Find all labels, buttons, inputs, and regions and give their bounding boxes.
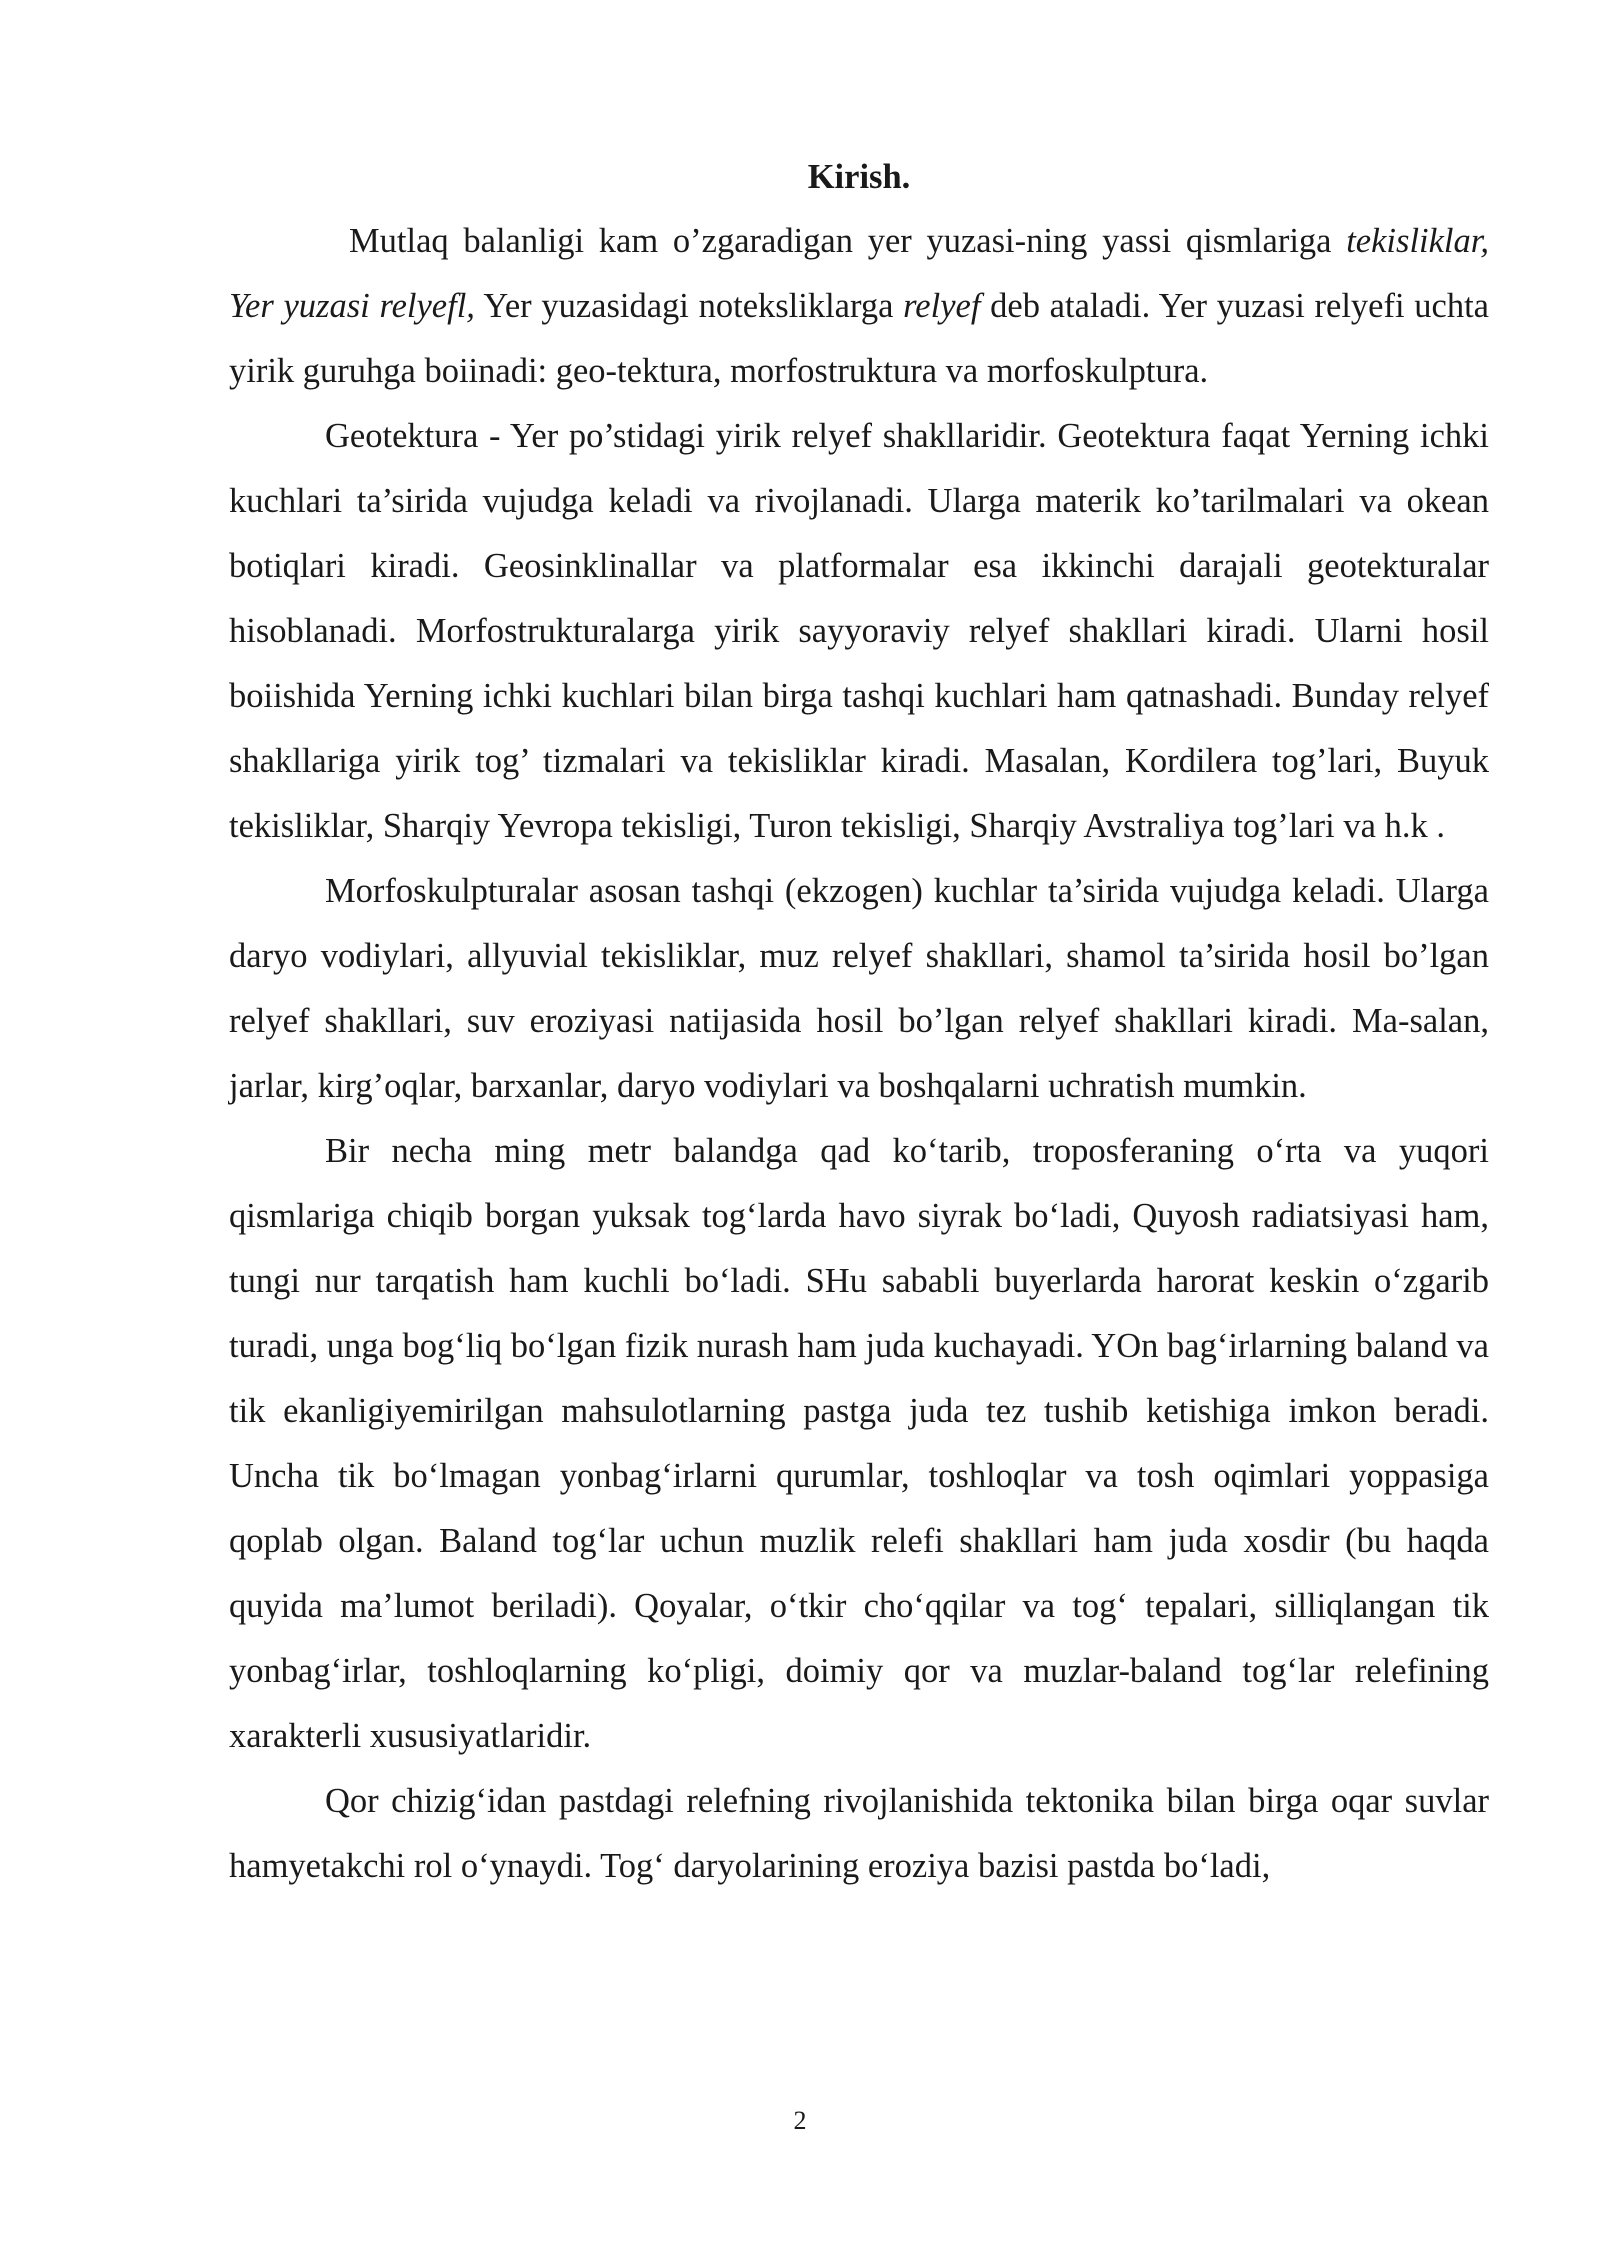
paragraph-intro-italic-2: relyef (903, 287, 981, 325)
paragraph-intro (229, 209, 1489, 404)
paragraph-geotektura: Geotektura - Yer po’stidagi yirik relyef shakllaridir. Geotektura faqat Yerning ichki kuchlari ta’sirida vujudga keladi va rivojlanadi. Ularga materik ko’tarilmalari va okean botiqlari kiradi. Geosinklinallar va platformalar esa ikkinchi darajali geotekturalar hisoblanadi. Morfostrukturalarga yirik sayyoraviy relyef shakllari kiradi. Ularni hosil boiishida Yerning ichki kuchlari bilan birga tashqi kuchlari ham qatnashadi. Bunday relyef shakllariga yirik tog’ tizmalari va tekisliklar kiradi. Masalan, Kordilera tog’lari, Buyuk tekisliklar, Sharqiy Yevropa tekisligi, Turon tekisligi, Sharqiy Avstraliya tog’lari va h.k . (229, 417, 1489, 845)
paragraph-intro-text-2: Yer yuzasidagi noteksliklarga (474, 287, 904, 325)
paragraph-intro-italic-1: tekisliklar, Yer yuzasi relyefl, (229, 222, 1489, 325)
page-number: 2 (793, 2106, 807, 2135)
page-title: Kirish. (807, 158, 911, 196)
paragraph-mountains: Bir necha ming metr balandga qad ko‘tarib, troposferaning o‘rta va yuqori qismlariga chiqib borgan yuksak tog‘larda havo siyrak bo‘ladi, Quyosh radiatsiyasi ham, tungi nur tarqatish ham kuchli bo‘ladi. SHu sababli buyerlarda harorat keskin o‘zgarib turadi, unga bog‘liq bo‘lgan fizik nurash ham juda kuchayadi. YOn bag‘irlarning baland va tik ekanligiyemirilgan mahsulotlarning pastga juda tez tushib ketishiga imkon beradi. Uncha tik bo‘lmagan yonbag‘irlarni qurumlar, toshloqlar va tosh oqimlari yoppasiga qoplab olgan. Baland tog‘lar uchun muzlik relefi shakllari ham juda xosdir (bu haqda quyida ma’lumot beriladi). Qoyalar, o‘tkir cho‘qqilar va tog‘ tepalari, silliqlangan tik yonbag‘irlar, toshloqlarning ko‘pligi, doimiy qor va muzlar-baland tog‘lar relefining xarakterli xususiyatlaridir. (229, 1132, 1489, 1755)
paragraph-intro-text-1: Mutlaq balanligi kam o’zgaradigan yer yuzasi-ning yassi qismlariga (349, 222, 1347, 260)
paragraph-intro-text-3: deb ataladi. Yer yuzasi relyefi uchta yirik guruhga boiinadi: geo-tektura, morfostruktura va morfoskulptura. (229, 287, 1489, 390)
document-body (229, 150, 1489, 1899)
paragraph-morfoskulptura: Morfoskulpturalar asosan tashqi (ekzogen) kuchlar ta’sirida vujudga keladi. Ularga daryo vodiylari, allyuvial tekisliklar, muz relyef shakllari, shamol ta’sirida hosil bo’lgan relyef shakllari, suv eroziyasi natijasida hosil bo’lgan relyef shakllari kiradi. Ma-salan, jarlar, kirg’oqlar, barxanlar, daryo vodiylari va boshqalarni uchratish mumkin. (229, 872, 1489, 1105)
paragraph-snowline: Qor chizig‘idan pastdagi relefning rivojlanishida tektonika bilan birga oqar suvlar hamyetakchi rol o‘ynaydi. Tog‘ daryolarining eroziya bazisi pastda bo‘ladi, (229, 1782, 1489, 1885)
